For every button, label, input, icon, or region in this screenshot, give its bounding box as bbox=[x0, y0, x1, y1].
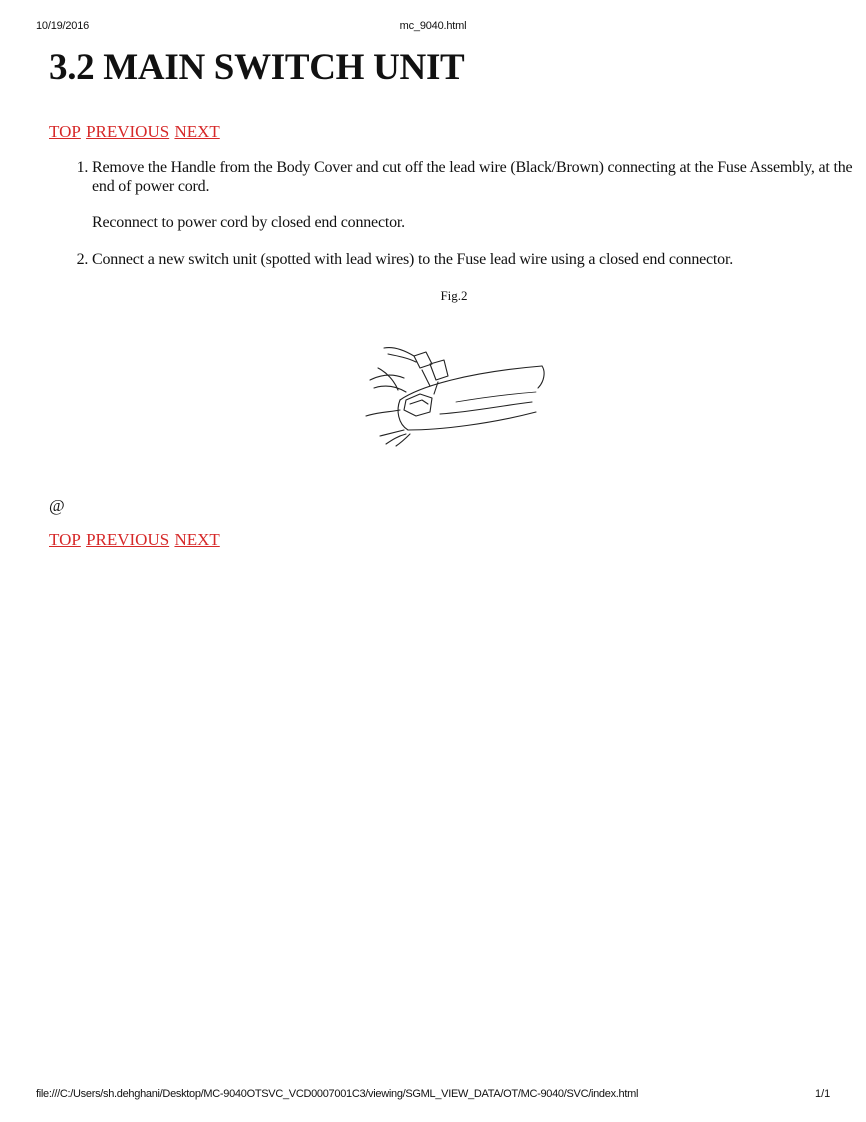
step-text: Remove the Handle from the Body Cover and cut off the lead wire (Black/Brown) connecting at the Fuse Assembly, at the end of power cord. bbox=[92, 159, 853, 195]
print-header-date: 10/19/2016 bbox=[36, 20, 90, 32]
nav-bottom-links bbox=[49, 530, 221, 550]
nav-top-links bbox=[49, 122, 221, 142]
previous-link[interactable]: PREVIOUS bbox=[86, 122, 170, 141]
step-item bbox=[92, 158, 862, 232]
step-text: Connect a new switch unit (spotted with lead wires) to the Fuse lead wire using a closed end connector. bbox=[92, 251, 734, 268]
step-item bbox=[92, 250, 862, 269]
next-link[interactable]: NEXT bbox=[174, 122, 220, 141]
previous-link[interactable]: PREVIOUS bbox=[86, 530, 170, 549]
top-link[interactable]: TOP bbox=[49, 530, 81, 549]
print-footer-page-number: 1/1 bbox=[815, 1088, 831, 1100]
instruction-steps bbox=[49, 158, 862, 287]
top-link[interactable]: TOP bbox=[49, 122, 81, 141]
next-link[interactable]: NEXT bbox=[174, 530, 220, 549]
page-title: 3.2 MAIN SWITCH UNIT bbox=[49, 47, 465, 88]
switch-unit-illustration bbox=[360, 338, 548, 450]
at-sign: @ bbox=[49, 496, 65, 515]
print-footer-path: file:///C:/Users/sh.dehghani/Desktop/MC-9040OTSVC_VCD0007001C3/viewing/SGML_VIEW_DATA/OT/MC-9040/SVC/index.html bbox=[36, 1088, 639, 1100]
figure-caption: Fig.2 bbox=[440, 288, 468, 303]
step-note: Reconnect to power cord by closed end connector. bbox=[92, 214, 405, 231]
print-header-document: mc_9040.html bbox=[399, 20, 467, 32]
